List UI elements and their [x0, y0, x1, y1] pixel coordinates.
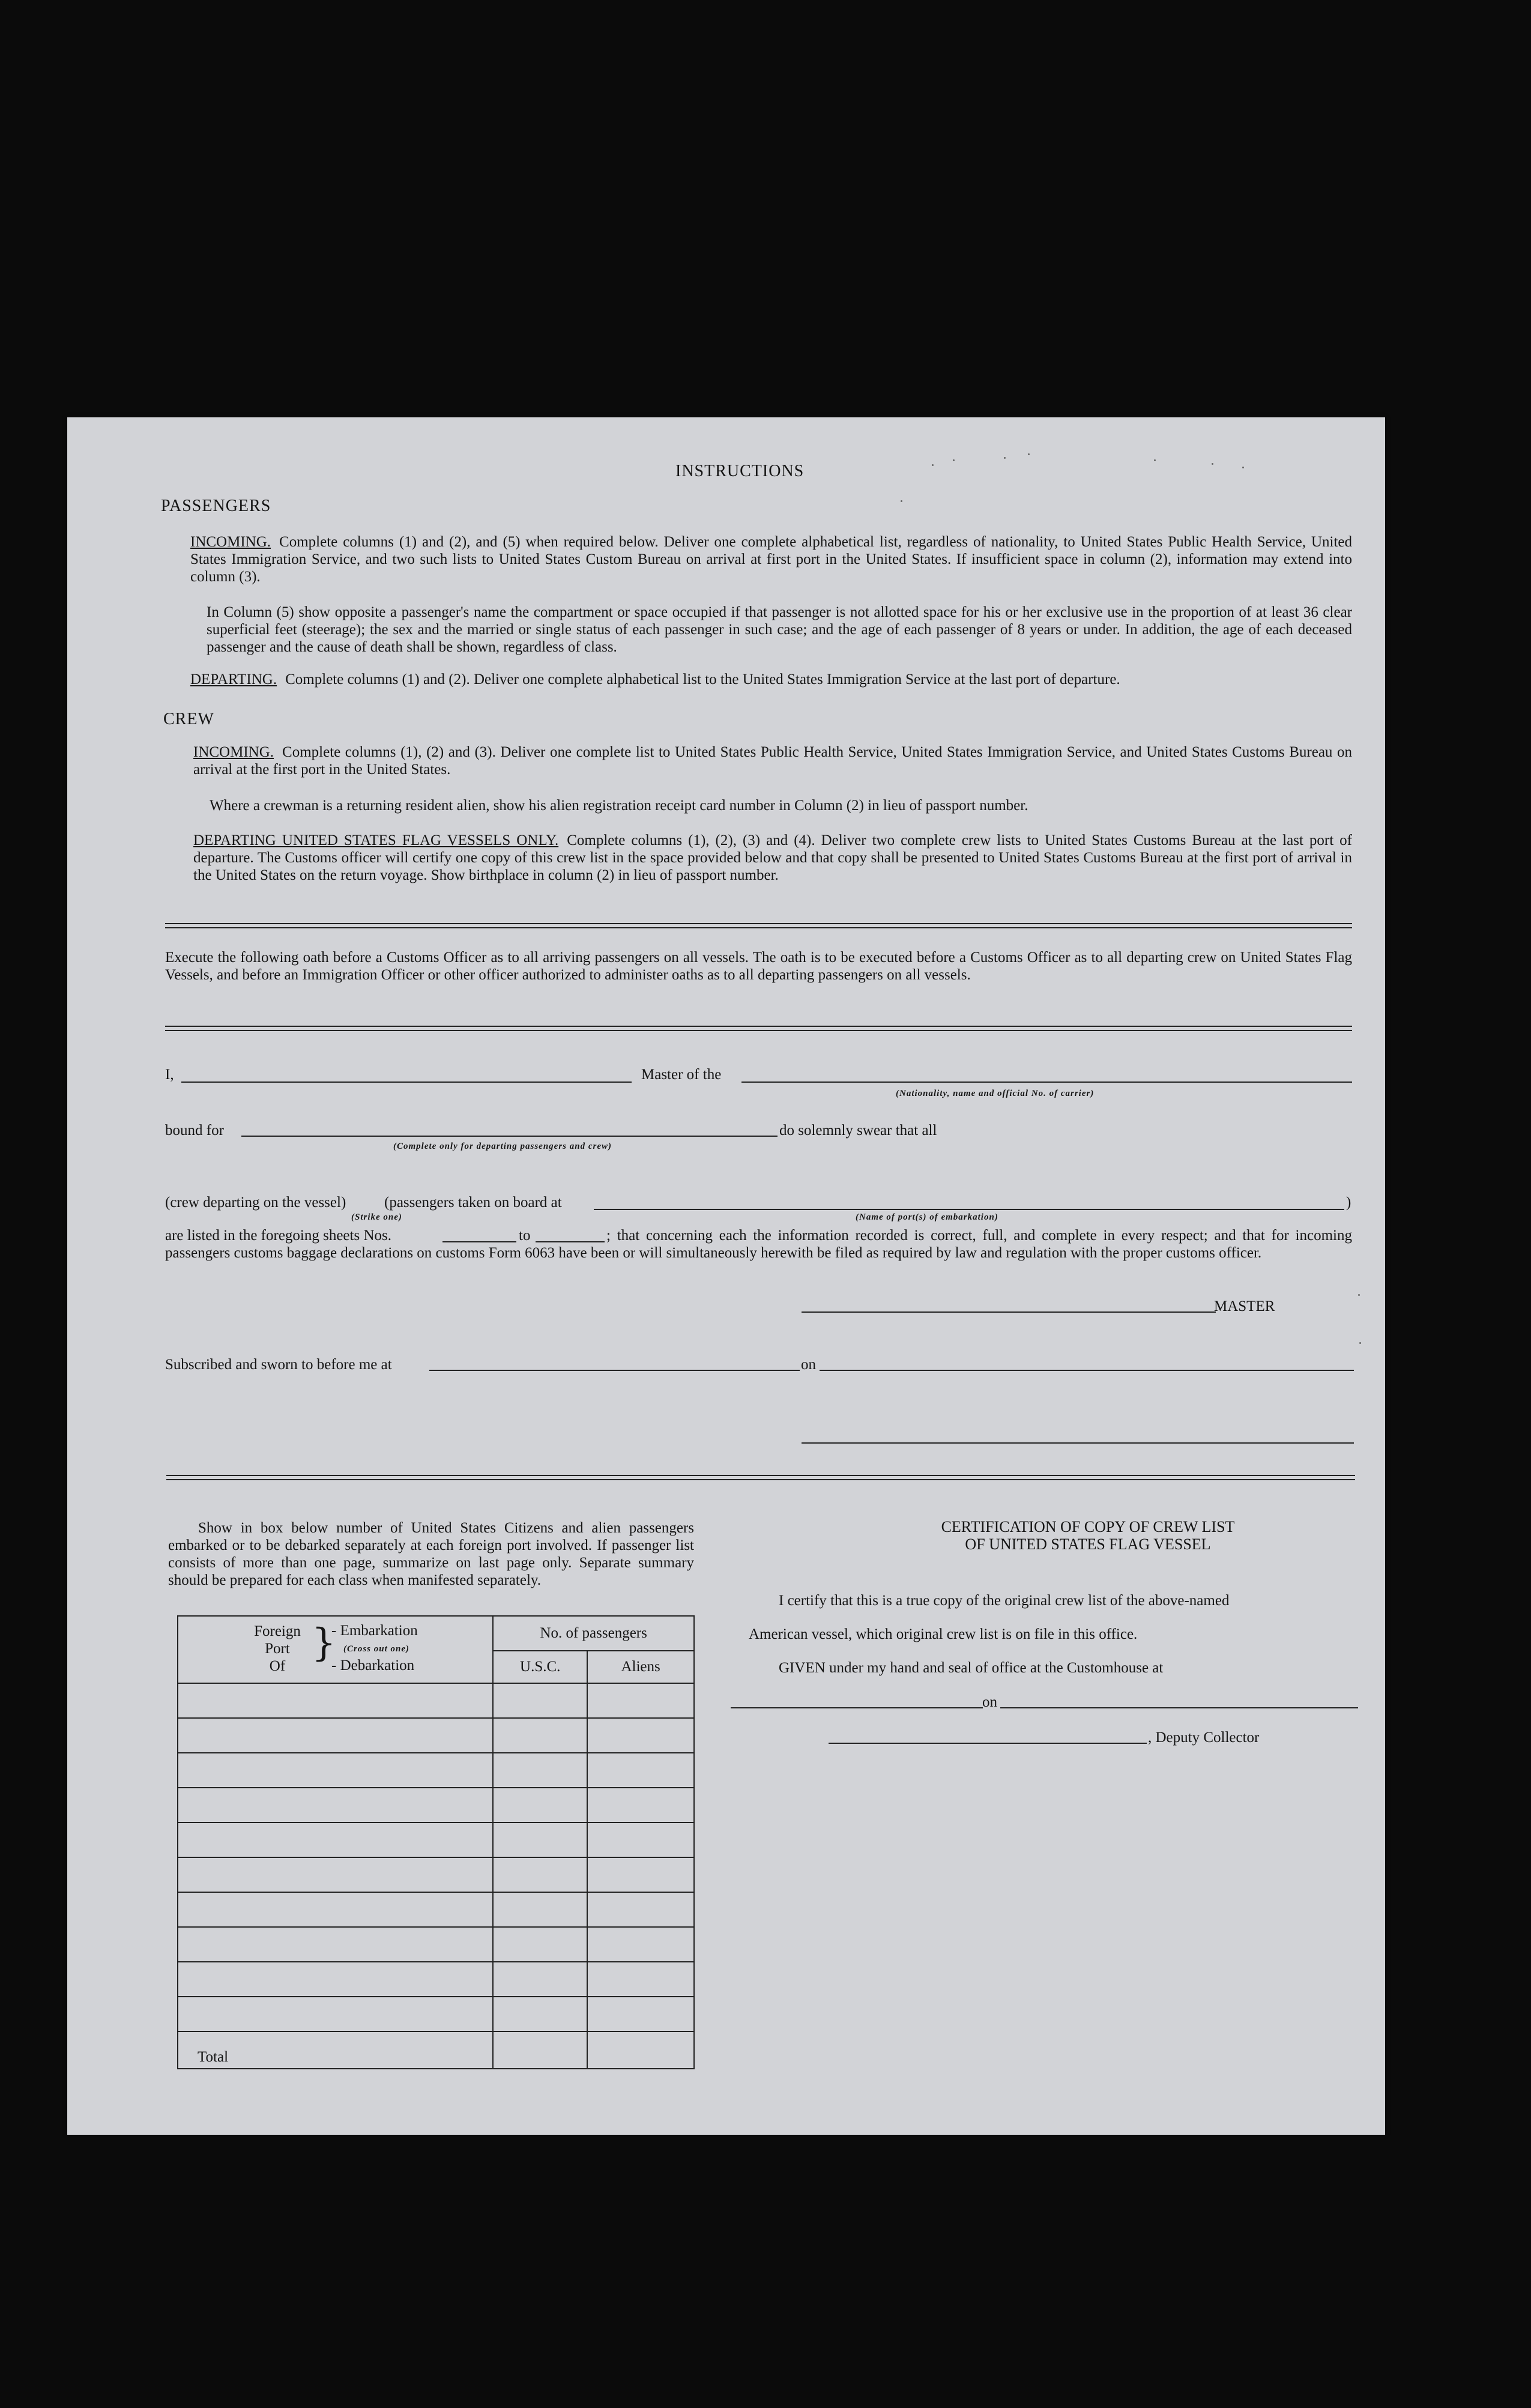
- passengers-departing-text: Complete columns (1) and (2). Deliver one complete alphabetical list to the United States Immigration Service at the last port of departure.: [285, 671, 1120, 688]
- aliens-cell[interactable]: [587, 1857, 694, 1892]
- sworn-date-field[interactable]: [820, 1370, 1354, 1371]
- scan-speck: [953, 459, 955, 461]
- scan-speck: [901, 500, 902, 502]
- complete-only-caption: (Complete only for departing passengers and crew): [393, 1142, 612, 1151]
- usc-cell[interactable]: [493, 1927, 587, 1962]
- usc-cell[interactable]: [493, 1683, 587, 1718]
- embarkation-label: - Embarkation: [331, 1623, 418, 1639]
- passengers-column5-paragraph: In Column (5) show opposite a passenger's name the compartment or space occupied if that passenger is not allotted space for his or her exclusive use in the proportion of at least 36 clear superficial feet (steerage); the sex and the married or single status of each passenger in such case; and the age of each passenger of 8 years or under. In addition, the age of each deceased passenger and the cause of death shall be shown, regardless of class.: [207, 604, 1352, 655]
- destination-field[interactable]: [241, 1136, 778, 1137]
- crew-incoming-label: INCOMING.: [193, 744, 274, 760]
- divider-1: [165, 923, 1352, 928]
- usc-header: U.S.C.: [493, 1651, 587, 1683]
- debarkation-label: - Debarkation: [331, 1657, 415, 1674]
- crew-departing-label: (crew departing on the vessel): [165, 1194, 346, 1211]
- passengers-incoming-paragraph: [190, 533, 1352, 585]
- aliens-header: Aliens: [587, 1651, 694, 1683]
- port-cell[interactable]: [178, 1823, 493, 1857]
- usc-cell[interactable]: [493, 1857, 587, 1892]
- crew-incoming-text: Complete columns (1), (2) and (3). Deliver one complete list to United States Public Health Service, United States Immigration Service, and United States Customs Bureau on arrival at the first port in the United States.: [193, 744, 1352, 778]
- aliens-cell[interactable]: [587, 1962, 694, 1997]
- aliens-cell[interactable]: [587, 1718, 694, 1753]
- scan-speck: [1359, 1342, 1361, 1344]
- i-label: I,: [165, 1066, 174, 1083]
- divider-3: [166, 1475, 1355, 1480]
- officer-signature-field[interactable]: [802, 1442, 1354, 1444]
- port-cell[interactable]: [178, 1857, 493, 1892]
- passenger-summary-table: [177, 1615, 695, 2069]
- do-solemnly-label: do solemnly swear that all: [779, 1122, 937, 1139]
- sworn-on-label: on: [801, 1357, 816, 1373]
- master-of-the-label: Master of the: [641, 1066, 722, 1083]
- passengers-taken-label: (passengers taken on board at: [384, 1194, 562, 1211]
- port-cell[interactable]: [178, 1892, 493, 1927]
- usc-cell[interactable]: [493, 1962, 587, 1997]
- port-cell[interactable]: [178, 1788, 493, 1823]
- crew-heading: CREW: [163, 710, 214, 728]
- foreign-port-header: [178, 1616, 493, 1683]
- port-cell[interactable]: [178, 1997, 493, 2031]
- certification-on-label: on: [982, 1694, 997, 1710]
- no-of-passengers-header: No. of passengers: [493, 1616, 694, 1651]
- certify-line2: American vessel, which original crew list is on file in this office.: [749, 1626, 1138, 1642]
- listed-text-a: are listed in the foregoing sheets Nos.: [165, 1227, 391, 1244]
- table-row: [178, 1962, 694, 1997]
- port-cell[interactable]: [178, 1962, 493, 1997]
- crew-departing-text: Complete columns (1), (2), (3) and (4). Deliver two complete crew lists to United States Customs Bureau at the last port of departure. The Customs officer will certify one copy of this crew list in the space provided below and that copy shall be presented to United States Customs Bureau at the first port of arrival in the United States on the return voyage. Show birthplace in column (2) in lieu of passport number.: [193, 832, 1352, 883]
- table-row: [178, 1892, 694, 1927]
- table-row: [178, 1823, 694, 1857]
- scan-speck: [1242, 467, 1244, 468]
- passengers-departing-paragraph: [190, 671, 1352, 688]
- customhouse-field[interactable]: [731, 1707, 983, 1708]
- aliens-cell[interactable]: [587, 1823, 694, 1857]
- port-cell[interactable]: [178, 1683, 493, 1718]
- listed-text-b: ; that concerning each the information recorded is correct, full, and complete in every respect; and that for incoming passengers customs baggage declarations on customs Form 6063 have been or will simultaneously herewith be filed as required by law and regulation with the proper customs officer.: [165, 1227, 1352, 1261]
- usc-cell[interactable]: [493, 1823, 587, 1857]
- carrier-field[interactable]: [741, 1081, 1352, 1083]
- scan-speck: [1212, 463, 1213, 465]
- table-row: [178, 1927, 694, 1962]
- table-row: [178, 1788, 694, 1823]
- crew-resident-paragraph: Where a crewman is a returning resident alien, show his alien registration receipt card number in Column (2) in lieu of passport number.: [210, 797, 1028, 814]
- oath-execute-paragraph: Execute the following oath before a Customs Officer as to all arriving passengers on all vessels. The oath is to be executed before a Customs Officer as to all departing crew on United States Flag Vessels, and before an Immigration Officer or other officer authorized to administer oaths as to all departing passengers on all vessels.: [165, 949, 1352, 983]
- nationality-caption: (Nationality, name and official No. of carrier): [896, 1089, 1095, 1098]
- usc-total-cell[interactable]: [493, 2031, 587, 2069]
- passengers-incoming-label: INCOMING.: [190, 534, 271, 550]
- aliens-cell[interactable]: [587, 1997, 694, 2031]
- table-row: [178, 1857, 694, 1892]
- passengers-incoming-text: Complete columns (1) and (2), and (5) when required below. Deliver one complete alphabetical list, regardless of nationality, to United States Public Health Service, United States Immigration Service, and two such lists to United States Custom Bureau on arrival at first port in the United States. If insufficient space in column (2), information may extend into column (3).: [190, 534, 1352, 585]
- port-cell[interactable]: [178, 1927, 493, 1962]
- aliens-cell[interactable]: [587, 1683, 694, 1718]
- usc-cell[interactable]: [493, 1718, 587, 1753]
- crew-departing-paragraph: [193, 832, 1352, 884]
- listed-to: to: [519, 1227, 531, 1244]
- bound-for-label: bound for: [165, 1122, 224, 1139]
- certification-title-line1: CERTIFICATION OF COPY OF CREW LIST: [941, 1518, 1235, 1535]
- usc-cell[interactable]: [493, 1997, 587, 2031]
- port-cell[interactable]: [178, 1753, 493, 1788]
- given-line: GIVEN under my hand and seal of office at the Customhouse at: [779, 1660, 1164, 1676]
- total-label: Total: [198, 2049, 229, 2065]
- aliens-cell[interactable]: [587, 1788, 694, 1823]
- subscribed-label: Subscribed and sworn to before me at: [165, 1357, 392, 1373]
- brace-glyph: }: [312, 1621, 336, 1665]
- table-row: [178, 1997, 694, 2031]
- crew-list-form-sheet: [67, 417, 1385, 2135]
- master-signature-field[interactable]: [802, 1311, 1216, 1313]
- passengers-departing-label: DEPARTING.: [190, 671, 277, 688]
- scan-speck: [1358, 1294, 1360, 1296]
- deputy-collector-signature-field[interactable]: [829, 1743, 1147, 1744]
- aliens-cell[interactable]: [587, 1753, 694, 1788]
- total-label-cell: [178, 2031, 493, 2069]
- of-label: Of: [269, 1658, 286, 1674]
- summary-intro: Show in box below number of United States Citizens and alien passengers embarked or to be debarked separately at each foreign port involved. If passenger list consists of more than one page, summarize on last page only. Separate summary should be prepared for each class when manifested separately.: [168, 1520, 694, 1588]
- sworn-place-field[interactable]: [429, 1370, 800, 1371]
- master-label: MASTER: [1214, 1298, 1275, 1314]
- aliens-cell[interactable]: [587, 1927, 694, 1962]
- master-name-field[interactable]: [181, 1081, 632, 1083]
- crew-incoming-paragraph: [193, 743, 1352, 778]
- scan-speck: [1004, 457, 1006, 459]
- total-row: [178, 2031, 694, 2069]
- strike-one-caption: (Strike one): [351, 1212, 402, 1222]
- certification-date-field[interactable]: [1000, 1707, 1358, 1708]
- table-row: [178, 1753, 694, 1788]
- foreign-label: Foreign: [254, 1623, 301, 1639]
- aliens-total-cell[interactable]: [587, 2031, 694, 2069]
- scan-speck: [932, 464, 934, 466]
- certify-line1: I certify that this is a true copy of the original crew list of the above-named: [779, 1593, 1230, 1609]
- port-label: Port: [265, 1641, 290, 1657]
- scan-speck: [1028, 453, 1030, 455]
- divider-2: [165, 1026, 1352, 1031]
- usc-cell[interactable]: [493, 1892, 587, 1927]
- port-cell[interactable]: [178, 1718, 493, 1753]
- usc-cell[interactable]: [493, 1753, 587, 1788]
- table-row: [178, 1718, 694, 1753]
- aliens-cell[interactable]: [587, 1892, 694, 1927]
- deputy-collector-label: , Deputy Collector: [1148, 1729, 1260, 1746]
- usc-cell[interactable]: [493, 1788, 587, 1823]
- cross-out-one-caption: (Cross out one): [343, 1644, 410, 1654]
- embarkation-port-field[interactable]: [594, 1209, 1344, 1210]
- passengers-heading: PASSENGERS: [161, 497, 271, 515]
- crew-departing-label: DEPARTING UNITED STATES FLAG VESSELS ONLY.: [193, 832, 559, 849]
- scan-speck: [1154, 459, 1156, 461]
- table-row: [178, 1683, 694, 1718]
- close-paren: ): [1346, 1194, 1351, 1211]
- name-of-port-caption: (Name of port(s) of embarkation): [856, 1212, 998, 1222]
- certification-title-line2: OF UNITED STATES FLAG VESSEL: [965, 1535, 1211, 1553]
- instructions-title: INSTRUCTIONS: [675, 462, 805, 480]
- certification-title: [812, 1518, 1364, 1553]
